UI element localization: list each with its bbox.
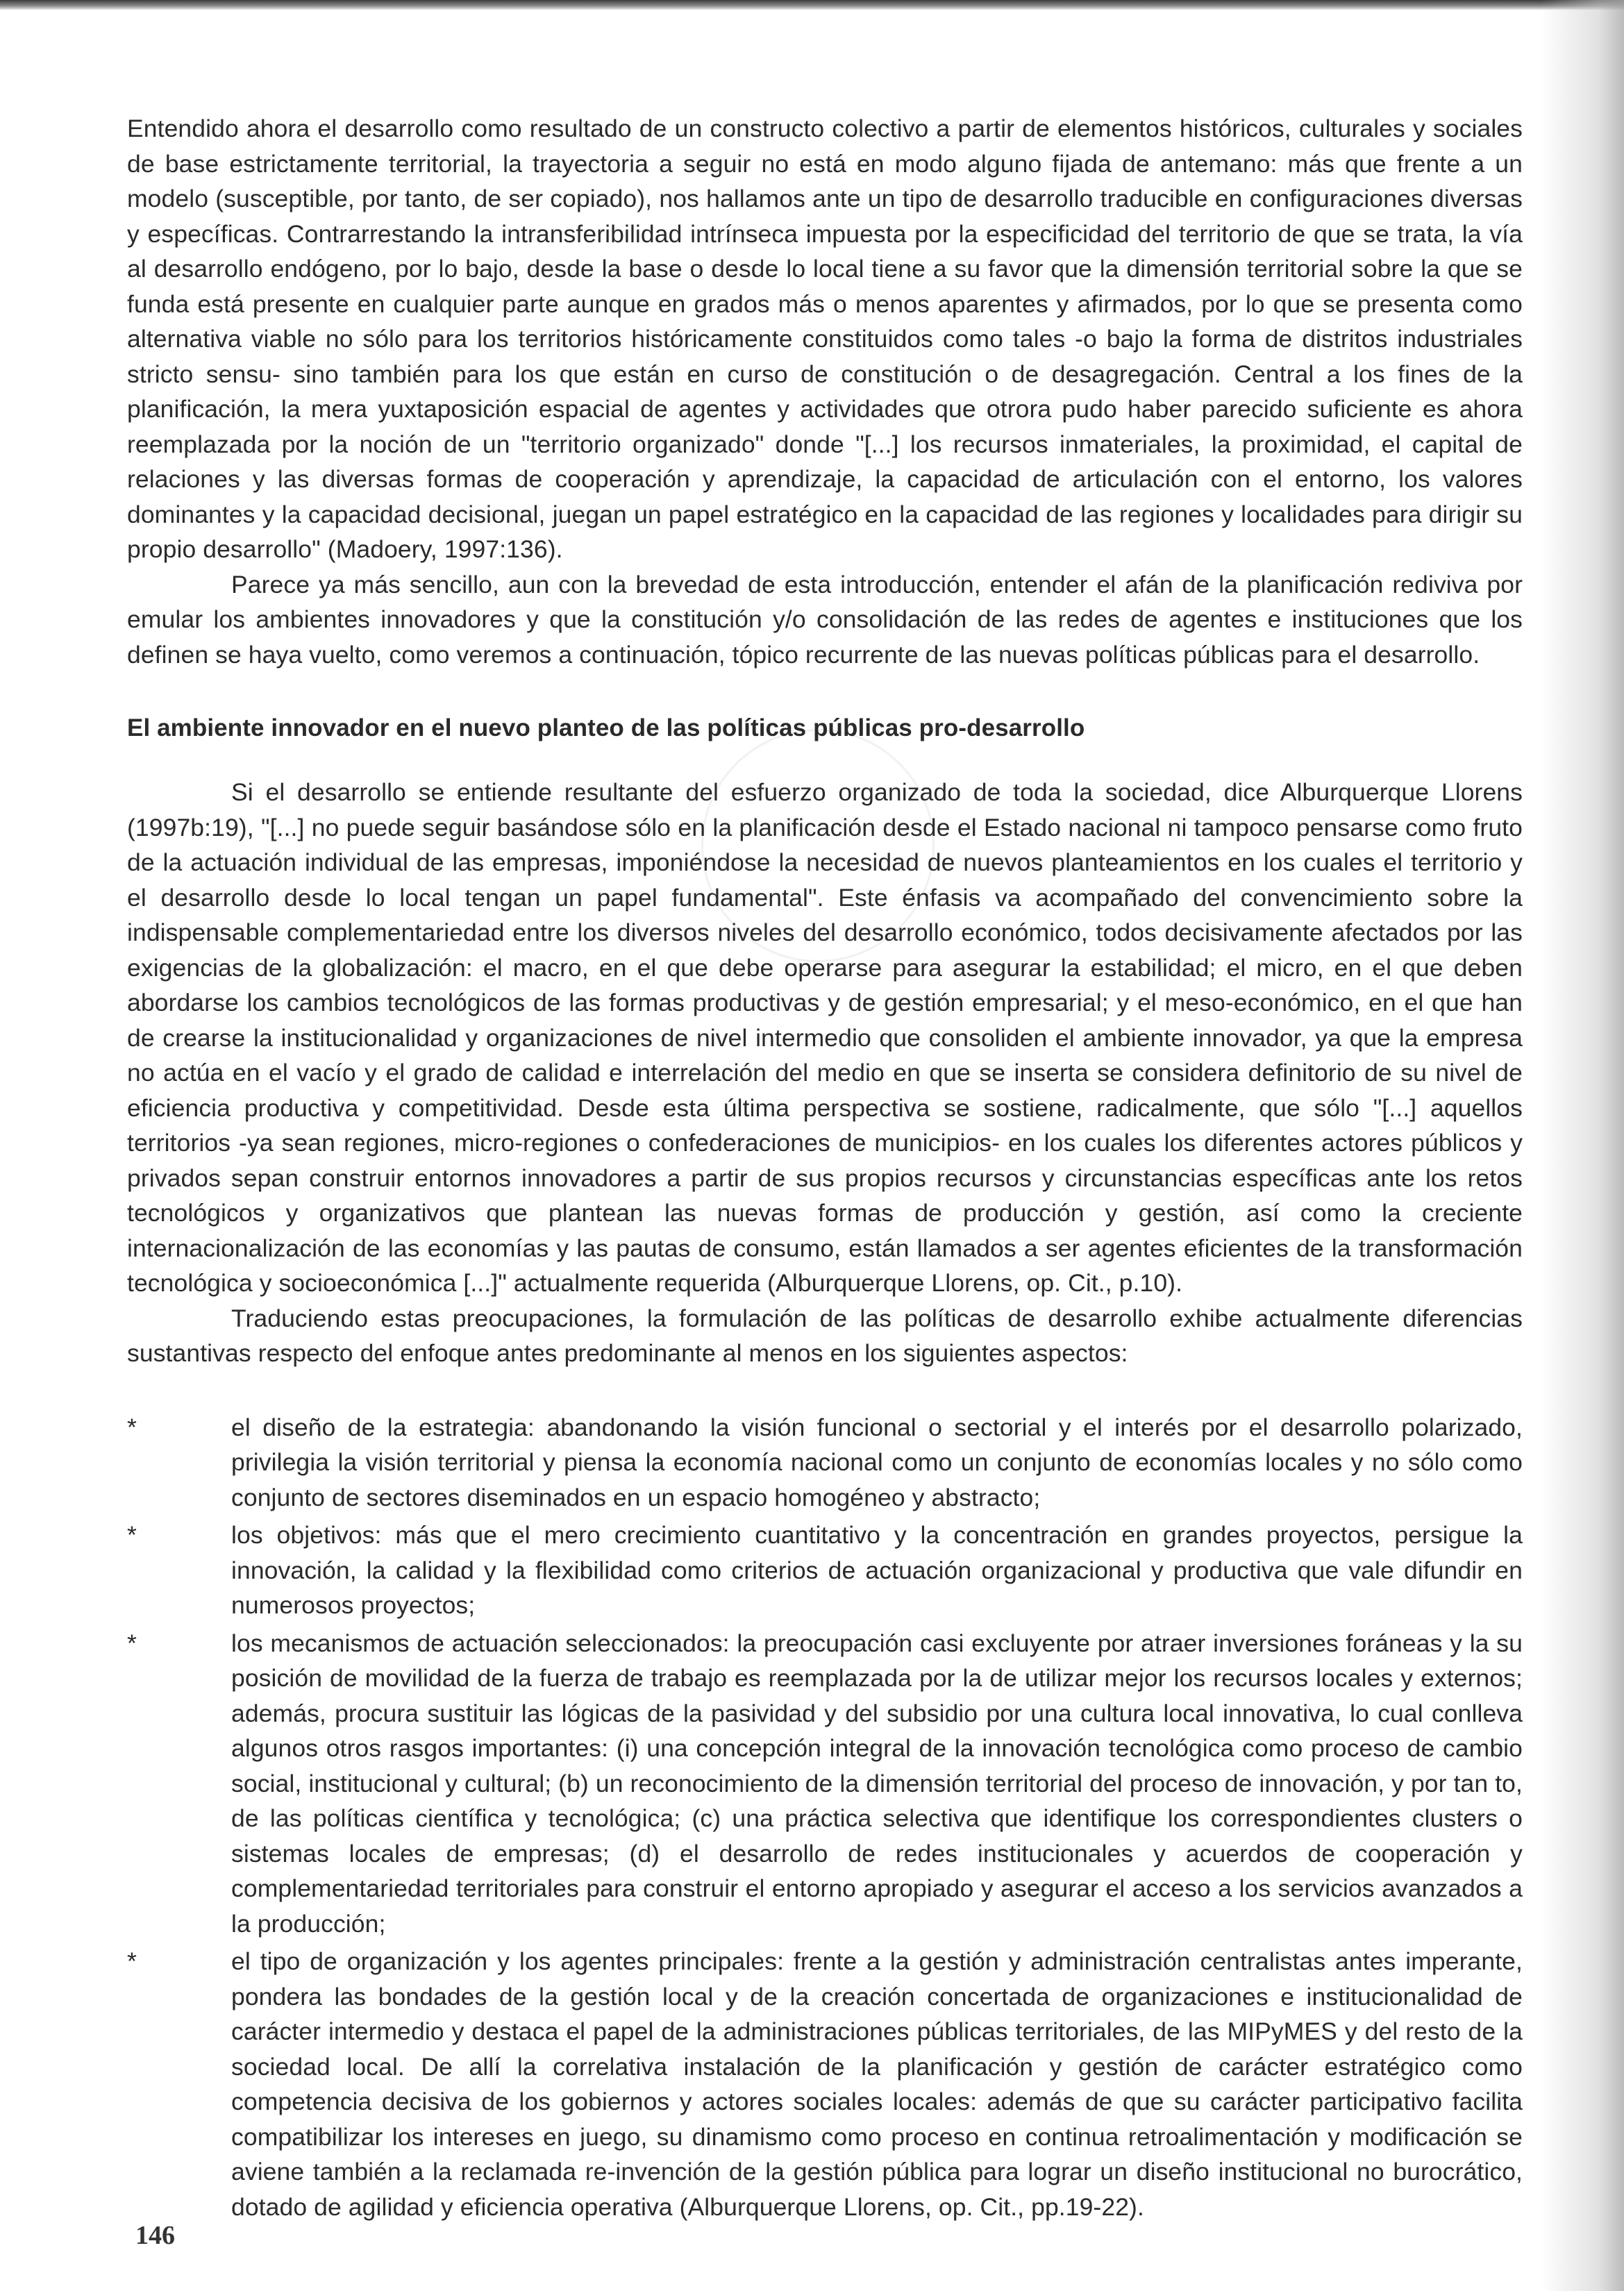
section-heading: El ambiente innovador en el nuevo planteo de las políticas públicas pro-desarrollo bbox=[127, 714, 1085, 741]
list-item-text: los mecanismos de actuación seleccionados: la preocupación casi excluyente por atraer inversiones foráneas y la su posición de movilidad de la fuerza de trabajo es reemplazada por la de utilizar mejor los recursos locales y externos; además, procura sustituir las lógicas de la pasividad y del subsidio por una cultura local innovativa, lo cual conlleva algunos otros rasgos importantes: (i) una concepción integral de la innovación tecnológica como proceso de cambio social, institucional y cultural; (b) un reconocimiento de la dimensión territorial del proceso de innovación, y por tan to, de las políticas científica y tecnológica; (c) una práctica selectiva que identifique los correspondientes clusters o sistemas locales de empresas; (d) el desarrollo de redes institucionales y acuerdos de cooperación y complementariedad territoriales para construir el entorno apropiado y asegurar el acceso a los servicios avanzados a la producción; bbox=[231, 1629, 1523, 1938]
list-item bbox=[127, 1626, 1523, 1942]
bullet-asterisk: * bbox=[127, 1521, 137, 1549]
paragraph-section-1: Si el desarrollo se entiende resultante del esfuerzo organizado de toda la sociedad, dice Alburquerque Llorens (1997b:19), "[...] no puede seguir basándose sólo en la planificación desde el Estado nacional ni tampoco pensarse como fruto de la actuación individual de las empresas, imponiéndose la necesidad de nuevos planteamientos en los cuales el territorio y el desarrollo desde lo local tengan un papel fundamental". Este énfasis va acompañado del convencimiento sobre la indispensable complementariedad entre los diversos niveles del desarrollo económico, todos decisivamente afectados por las exigencias de la globalización: el macro, en el que debe operarse para asegurar la estabilidad; el micro, en el que deben abordarse los cambios tecnológicos de las formas productivas y de gestión empresarial; y el meso-económico, en el que han de crearse la institucionalidad y organizaciones de nivel intermedio que consoliden el ambiente innovador, ya que la empresa no actúa en el vacío y el grado de calidad e interrelación del medio en que se inserta se considera definitorio de su nivel de eficiencia productiva y competitividad. Desde esta última perspectiva se sostiene, radicalmente, que sólo "[...] aquellos territorios -ya sean regiones, micro-regiones o confederaciones de municipios- en los cuales los diferentes actores públicos y privados sepan construir entornos innovadores a partir de sus propios recursos y circunstancias específicas ante los retos tecnológicos y organizativos que plantean las nuevas formas de producción y gestión, así como la creciente internacionalización de las economías y las pautas de consumo, están llamados a ser agentes eficientes de la transformación tecnológica y socioeconómica [...]" actualmente requerida (Alburquerque Llorens, op. Cit., p.10). bbox=[127, 778, 1523, 1297]
bullet-asterisk: * bbox=[127, 1629, 137, 1657]
scan-top-edge bbox=[0, 0, 1624, 10]
bullet-asterisk: * bbox=[127, 1413, 137, 1441]
aspects-list bbox=[127, 1410, 1523, 2225]
page-body bbox=[127, 111, 1523, 2227]
paragraph-intro-1: Entendido ahora el desarrollo como resultado de un constructo colectivo a partir de elementos históricos, culturales y sociales de base estrictamente territorial, la trayectoria a seguir no está en modo alguno fijada de antemano: más que frente a un modelo (susceptible, por tanto, de ser copiado), nos hallamos ante un tipo de desarrollo traducible en configuraciones diversas y específicas. Contrarrestando la intransferibilidad intrínseca impuesta por la especificidad del territorio de que se trata, la vía al desarrollo endógeno, por lo bajo, desde la base o desde lo local tiene a su favor que la dimensión territorial sobre la que se funda está presente en cualquier parte aunque en grados más o menos aparentes y afirmados, por lo que se presenta como alternativa viable no sólo para los territorios históricamente constituidos como tales -o bajo la forma de distritos industriales stricto sensu- sino también para los que están en curso de constitución o de desagregación. Central a los fines de la planificación, la mera yuxtaposición espacial de agentes y actividades que otrora pudo haber parecido suficiente es ahora reemplazada por la noción de un "territorio organizado" donde "[...] los recursos inmateriales, la proximidad, el capital de relaciones y las diversas formas de cooperación y aprendizaje, la capacidad de articulación con el entorno, los valores dominantes y la capacidad decisional, juegan un papel estratégico en la capacidad de las regiones y localidades para dirigir su propio desarrollo" (Madoery, 1997:136). bbox=[127, 115, 1523, 563]
list-item bbox=[127, 1944, 1523, 2224]
paragraph-section-2: Traduciendo estas preocupaciones, la formulación de las políticas de desarrollo exhibe actualmente diferencias sustantivas respecto del enfoque antes predominante al menos en los siguientes aspectos: bbox=[127, 1304, 1523, 1367]
list-item bbox=[127, 1518, 1523, 1623]
list-item-text: el diseño de la estrategia: abandonando la visión funcional o sectorial y el interés por el desarrollo polarizado, privilegia la visión territorial y piensa la economía nacional como un conjunto de economías locales y no sólo como conjunto de sectores diseminados en un espacio homogéneo y abstracto; bbox=[231, 1413, 1523, 1511]
list-item-text: el tipo de organización y los agentes principales: frente a la gestión y administración centralistas antes imperante, pondera las bondades de la gestión local y de la creación concertada de organizaciones e institucionalidad de carácter intermedio y destaca el papel de la administraciones públicas territoriales, de las MIPyMES y del resto de la sociedad local. De allí la correlativa instalación de la planificación y gestión de carácter estratégico como competencia decisiva de los gobiernos y actores sociales locales: además de que su carácter participativo facilita compatibilizar los intereses en juego, su dinamismo como proceso en continua retroalimentación y modificación se aviene también a la reclamada re-invención de la gestión pública para lograr un diseño institucional no burocrático, dotado de agilidad y eficiencia operativa (Alburquerque Llorens, op. Cit., pp.19-22). bbox=[231, 1947, 1523, 2221]
bullet-asterisk: * bbox=[127, 1947, 137, 1975]
list-item bbox=[127, 1410, 1523, 1516]
paragraph-intro-2: Parece ya más sencillo, aun con la brevedad de esta introducción, entender el afán de la planificación rediviva por emular los ambientes innovadores y que la constitución y/o consolidación de las redes de agentes e instituciones que los definen se haya vuelto, como veremos a continuación, tópico recurrente de las nuevas políticas públicas para el desarrollo. bbox=[127, 570, 1523, 669]
page-number: 146 bbox=[135, 2221, 175, 2250]
list-item-text: los objetivos: más que el mero crecimiento cuantitativo y la concentración en grandes proyectos, persigue la innovación, la calidad y la flexibilidad como criterios de actuación organizacional y productiva que vale difundir en numerosos proyectos; bbox=[231, 1521, 1523, 1619]
scan-right-shadow bbox=[1541, 0, 1624, 2291]
